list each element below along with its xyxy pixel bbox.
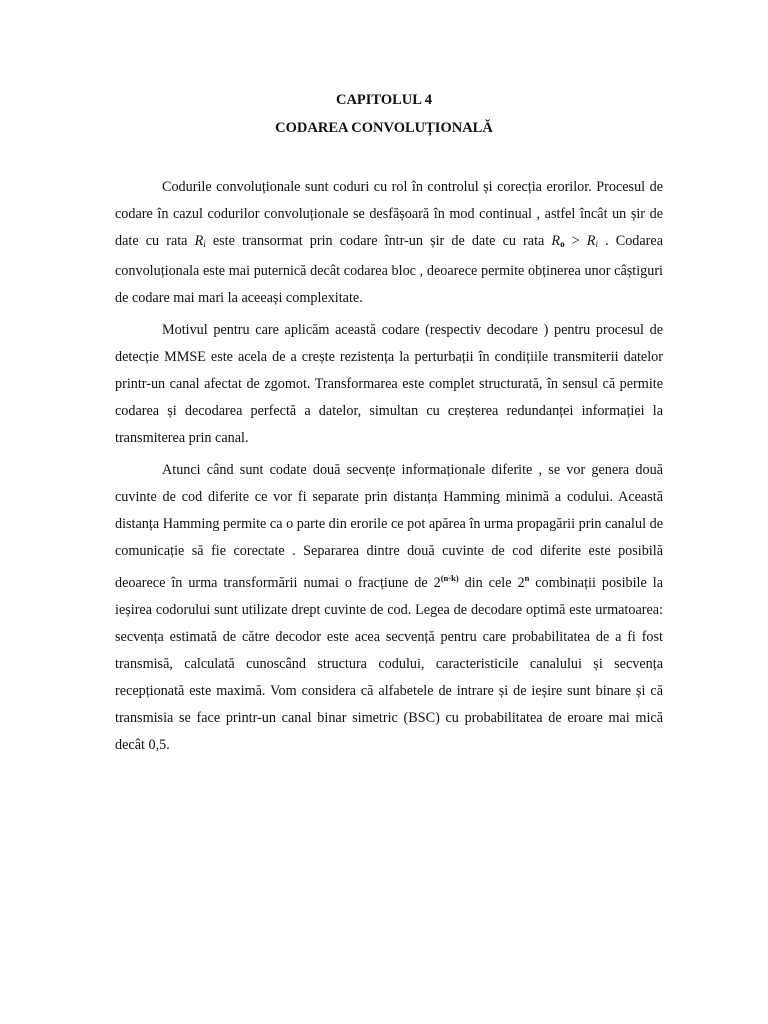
paragraph-1 (115, 174, 663, 312)
paragraph-3 (115, 457, 663, 759)
chapter-label: CAPITOLUL 4 (335, 92, 433, 108)
chapter-title: CODAREA CONVOLUȚIONALĂ (275, 120, 493, 136)
paragraph-3-text-a: Atunci când sunt codate două secvențe informaționale diferite , se vor genera două cuvinte de cod diferite ce vor fi separate prin distanța Hamming minimă a codului. Această distanța Hamming permite ca o parte din erorile ce pot apărea în urma propagării prin canalul de comunicație să fie corectate . Separarea dintre două cuvinte de cod diferite este posibilă deoarece în urma transformării numai o fracțiune de 2 (115, 462, 663, 591)
rate-ri-var: R (194, 233, 204, 249)
paragraph-3-text-c: combinații posibile la ieșirea codorului sunt utilizate drept cuvinte de cod. Legea de decodare optimă este urmatoarea: secvența estimată de către decodor este acea secvență pentru care probabilitatea de a fi fost transmisă, calculată cunoscând structura codului, caracteristicile canalului și secvența recepționată este maximă. Vom considera că alfabetele de intrare și de ieșire sunt binare și că transmisia se face printr-un canal binar simetric (BSC) cu probabilitatea de eroare mai mică decât 0,5. (115, 575, 663, 753)
paragraph-1-text-b: este transormat prin codare într-un șir de date cu rata (205, 233, 552, 249)
body-text (115, 174, 663, 764)
exponent-n: n (524, 573, 530, 583)
rate-ri2-var: R (586, 233, 596, 249)
greater-than: > (564, 233, 587, 249)
paragraph-2: Motivul pentru care aplicăm această codare (respectiv decodare ) pentru procesul de detecție MMSE este acela de a crește rezistența la perturbații în condițiile transmiterii datelor printr-un canal afectat de zgomot. Transformarea este complet structurată, în sensul că permite codarea și decodarea perfectă a datelor, simultan cu creșterea redundanței informației la transmiterea prin canal. (115, 322, 663, 446)
paragraph-1-text-a: Codurile convoluționale sunt coduri cu rol în controlul și corecția erorilor. Procesul de codare în cazul codurilor convoluționale se desfășoară în mod continual , astfel încât un șir de date cu rata (115, 179, 663, 249)
exponent-n-minus-k: (n-k) (440, 573, 459, 583)
rate-ro-sub: o (560, 239, 565, 249)
rate-ro-var: R (551, 233, 561, 249)
rate-ri-sub: i (203, 239, 206, 249)
rate-ri2-sub: i (595, 239, 598, 249)
paragraph-1-text-c: . Codarea convoluționala este mai puternică decât codarea bloc , deoarece permite obținerea unor câștiguri de codare mai mari la aceeași complexitate. (115, 233, 663, 306)
paragraph-3-text-b: din cele 2 (458, 575, 525, 591)
